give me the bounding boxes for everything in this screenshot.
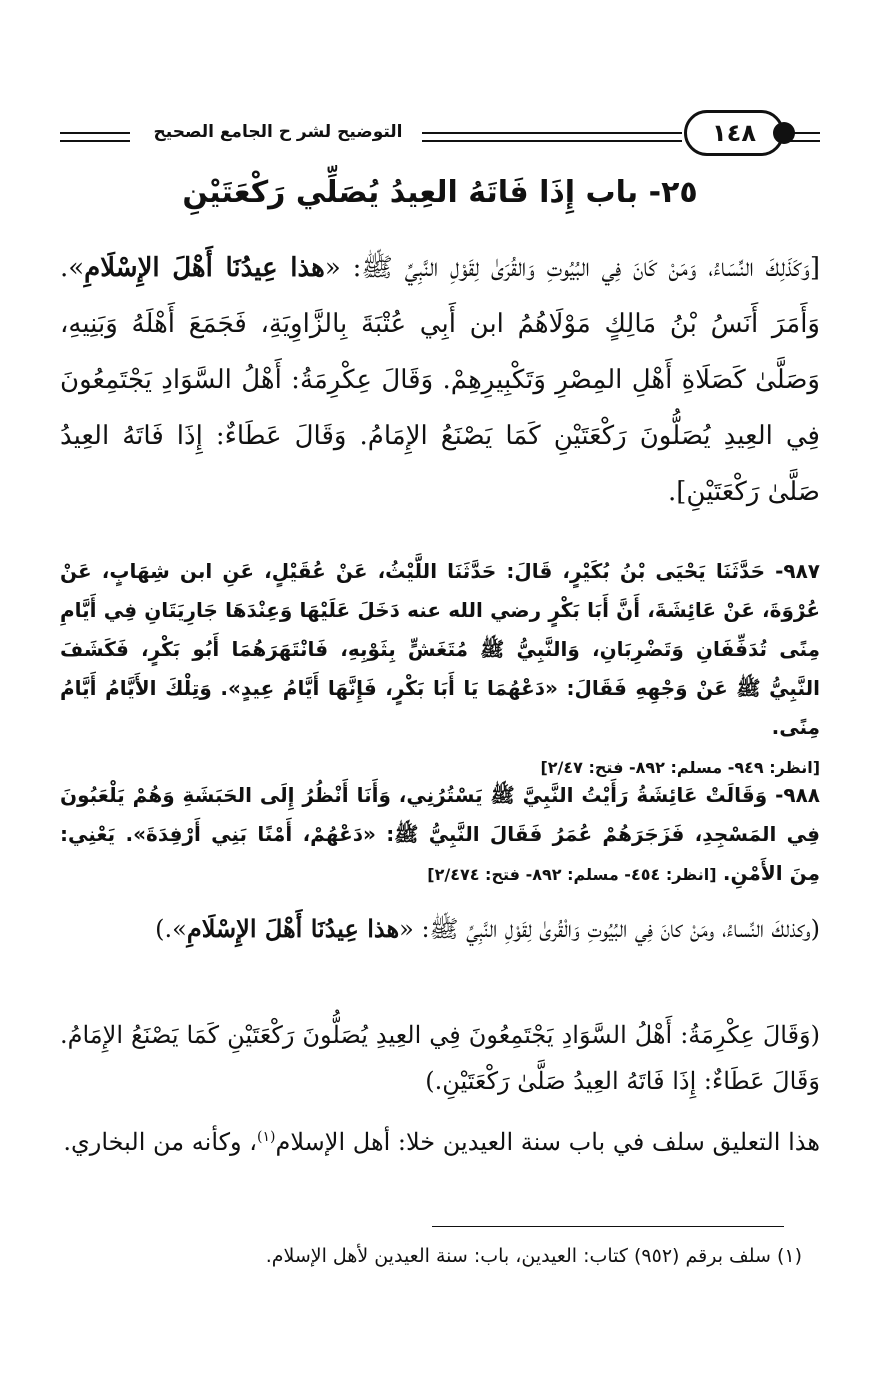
intro-text-1: [وَكَذَلِكَ النِّسَاءُ، وَمَنْ كَانَ فِي البُيُوتِ وَالقُرَىٰ لِقَوْلِ النَّبِيِّ ﷺ: « — [324, 253, 821, 283]
footnote-marker[interactable]: (١) — [257, 1129, 276, 1145]
header-rule-left — [60, 132, 130, 142]
chapter-title: ٢٥- باب إِذَا فَاتَهُ العِيدُ يُصَلِّي رَكْعَتَيْنِ — [182, 175, 698, 210]
header-rule-right — [780, 132, 820, 142]
hadith-988 — [60, 776, 820, 894]
footnote-divider — [432, 1226, 784, 1227]
commentary-3-text-2: ، وكأنه من البخاري. — [63, 1128, 258, 1156]
intro-quote: هذا عِيدُنَا أَهْلَ الإِسْلَامِ — [84, 253, 325, 283]
commentary-1-quote: هذا عِيدُنَا أَهْلَ الإِسْلَامِ — [186, 914, 400, 943]
hadith-987 — [60, 552, 820, 787]
page-header — [60, 110, 820, 160]
hadith-988-reference: [انظر: ٤٥٤- مسلم: ٨٩٢- فتح: ٢/٤٧٤] — [427, 865, 717, 884]
hadith-987-text: ٩٨٧- حَدَّثَنَا يَحْيَى بْنُ بُكَيْرٍ، قَالَ: حَدَّثَنَا اللَّيْثُ، عَنْ عُقَيْلٍ، عَنِ ابن شِهَابٍ، عَنْ عُرْوَةَ، عَنْ عَائِشَةَ، أَنَّ أَبَا بَكْرٍ رضي الله عنه دَخَلَ عَلَيْهَا وَعِنْدَهَا جَارِيَتَانِ فِي أَيَّامِ مِنًى تُدَفِّفَانِ وَتَضْرِبَانِ، وَالنَّبِيُّ ﷺ مُتَغَشٍّ بِثَوْبِهِ، فَانْتَهَرَهُمَا أَبُو بَكْرٍ، فَكَشَفَ النَّبِيُّ ﷺ عَنْ وَجْهِهِ فَقَالَ: «دَعْهُمَا يَا أَبَا بَكْرٍ، فَإِنَّهَا أَيَّامُ عِيدٍ». وَتِلْكَ الأَيَّامُ أَيَّامُ مِنًى. — [60, 559, 820, 739]
page-number-badge — [684, 110, 784, 156]
hadith-988-text: ٩٨٨- وَقَالَتْ عَائِشَةُ رَأَيْتُ النَّبِيَّ ﷺ يَسْتُرُنِي، وَأَنَا أَنْظُرُ إِلَى الحَبَشَةِ وَهُمْ يَلْعَبُونَ فِي المَسْجِدِ، فَزَجَرَهُمْ عُمَرُ فَقَالَ النَّبِيُّ ﷺ: «دَعْهُمْ، أَمْنًا بَنِي أَرْفِدَةَ». يَعْنِي: مِنَ الأَمْنِ. — [60, 783, 820, 885]
hadith-987-reference: [انظر: ٩٤٩- مسلم: ٨٩٢- فتح: ٢/٤٧] — [540, 758, 820, 777]
commentary-1-text: (وكذلكَ النِّساءُ، ومَنْ كانَ فِي البُيُوتِ وَالْقُرىٰ لِقَوْلِ النَّبِيِّ ﷺ: « — [399, 915, 820, 943]
commentary-paragraph-3 — [60, 1114, 820, 1165]
running-title: التوضيح لشر ح الجامع الصحيح — [153, 122, 403, 142]
footnote: (١) سلف برقم (٩٥٢) كتاب: العيدين، باب: سنة العيدين لأهل الإسلام. — [265, 1245, 802, 1267]
header-rule-middle — [422, 132, 682, 142]
commentary-1-end: ».) — [155, 915, 187, 943]
intro-text-2: ». وَأَمَرَ أَنَسُ بْنُ مَالِكٍ مَوْلَاهُمُ ابن أَبِي عُتْبَةَ بِالزَّاوِيَةِ، فَجَمَعَ أَهْلَهُ وَبَنِيهِ، وَصَلَّىٰ كَصَلَاةِ أَهْلِ المِصْرِ وَتَكْبِيرِهِمْ. وَقَالَ عِكْرِمَةُ: أَهْلُ السَّوَادِ يَجْتَمِعُونَ فِي العِيدِ يُصَلُّونَ رَكْعَتَيْنِ كَمَا يَصْنَعُ الإِمَامُ. وَقَالَ عَطَاءٌ: إِذَا فَاتَهُ العِيدُ صَلَّىٰ رَكْعَتَيْنِ]. — [60, 253, 820, 507]
chapter-intro-paragraph — [60, 240, 820, 520]
commentary-paragraph-2: (وَقَالَ عِكْرِمَةُ: أَهْلُ السَّوَادِ يَجْتَمِعُونَ فِي العِيدِ يُصَلُّونَ رَكْعَتَيْنِ كَمَا يَصْنَعُ الإِمَامُ. وَقَالَ عَطَاءٌ: إِذَا فَاتَهُ العِيدُ صَلَّىٰ رَكْعَتَيْنِ.) — [60, 1021, 820, 1095]
page-number: ١٤٨ — [712, 119, 756, 147]
commentary-paragraph-1 — [60, 906, 820, 952]
commentary-3-text-1: هذا التعليق سلف في باب سنة العيدين خلا: أهل الإسلام — [275, 1128, 820, 1156]
